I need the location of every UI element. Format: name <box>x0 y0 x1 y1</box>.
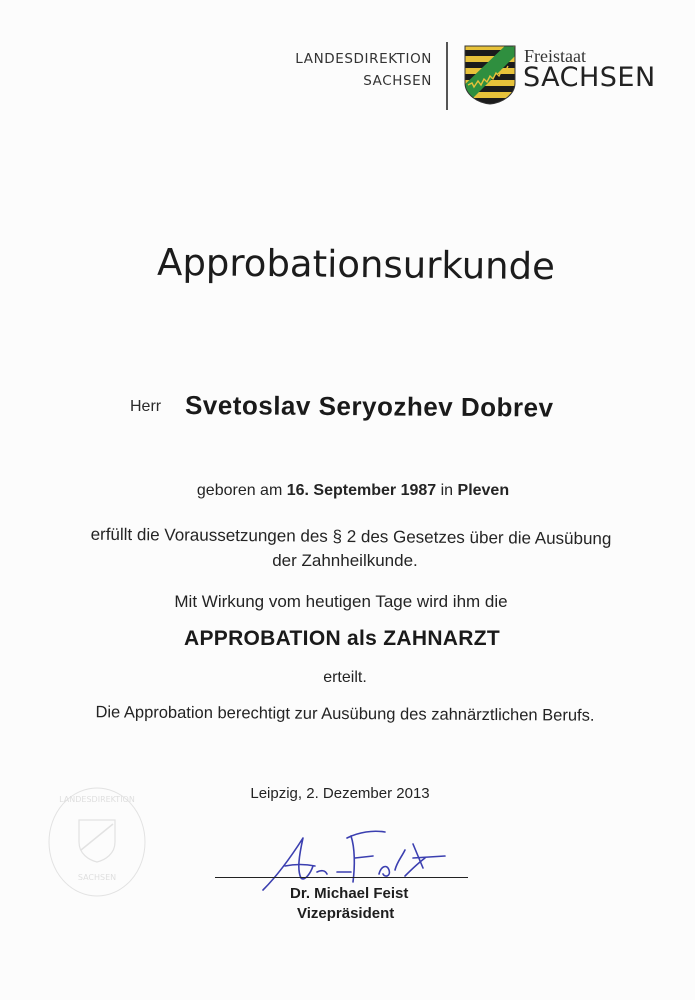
requirements-line-2: der Zahnheilkunde. <box>272 551 418 570</box>
birth-in: in <box>440 482 454 499</box>
birth-prefix: geboren am <box>196 482 283 499</box>
place-and-date: Leipzig, 2. Dezember 2013 <box>250 785 430 802</box>
granted-text: erteilt. <box>323 669 367 686</box>
signer-role: Vizepräsident <box>297 905 395 922</box>
effect-line: Mit Wirkung vom heutigen Tage wird ihm die <box>174 592 508 611</box>
seal-text-top: LANDESDIREKTION <box>59 795 135 804</box>
authority-line-1: LANDESDIREKTION <box>295 51 432 67</box>
state-label-big: SACHSEN <box>523 62 656 93</box>
page-title: Approbationsurkunde <box>156 240 556 289</box>
requirements-line-1: erfüllt die Voraussetzungen des § 2 des Gesetzes über die Ausübung <box>90 524 612 549</box>
holder-name: Svetoslav Seryozhev Dobrev <box>184 390 554 423</box>
header-divider <box>446 42 448 110</box>
issuing-authority <box>295 48 432 92</box>
birth-line <box>8 482 695 500</box>
birth-date: 16. September 1987 <box>286 482 437 499</box>
salutation: Herr <box>130 398 162 415</box>
state-label-small: Freistaat <box>524 46 586 66</box>
authority-line-2: SACHSEN <box>363 73 432 89</box>
approbation-heading: APPROBATION als ZAHNARZT <box>184 627 500 650</box>
signature-line <box>215 877 468 878</box>
authorization-text: Die Approbation berechtigt zur Ausübung des zahnärztlichen Berufs. <box>95 703 595 725</box>
embossed-seal-icon <box>45 780 150 900</box>
seal-text-bottom: SACHSEN <box>77 873 117 882</box>
signer-name: Dr. Michael Feist <box>290 885 409 902</box>
birth-place: Pleven <box>457 482 510 499</box>
saxony-coat-of-arms-icon <box>464 45 516 105</box>
